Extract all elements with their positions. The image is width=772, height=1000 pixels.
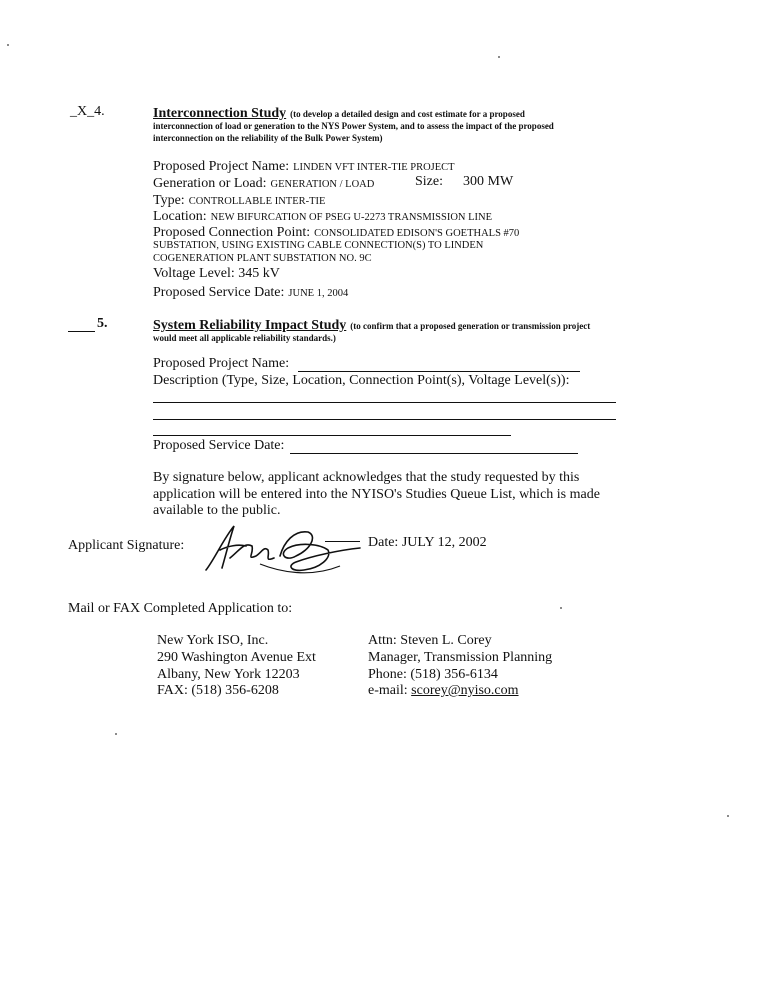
item4-connection-label: Proposed Connection Point: [153, 225, 311, 240]
signature-date: Date: JULY 12, 2002 [368, 535, 487, 550]
item4-size-label: Size: [415, 174, 443, 189]
item5-desc-line1: (to confirm that a proposed generation or transmission project [350, 321, 591, 331]
scan-speck [7, 44, 9, 46]
item4-connection-value-line3: COGENERATION PLANT SUBSTATION NO. 9C [153, 253, 372, 264]
item4-type-value: CONTROLLABLE INTER-TIE [188, 196, 326, 207]
ack-line2: application will be entered into the NYISO's Studies Queue List, which is made [153, 487, 600, 502]
item4-project-value: LINDEN VFT INTER-TIE PROJECT [293, 162, 455, 173]
item5-project-label: Proposed Project Name: [153, 356, 290, 371]
item4-project-label: Proposed Project Name: [153, 159, 290, 174]
item4-title: Interconnection Study [153, 106, 287, 121]
item4-connection-row [153, 223, 519, 241]
item5-description-field-2[interactable] [153, 419, 616, 420]
attn-phone: Phone: (518) 356-6134 [368, 667, 498, 682]
scan-speck [727, 815, 729, 817]
scan-speck [115, 733, 117, 735]
email-label: e-mail: [368, 683, 412, 698]
address-line-3: Albany, New York 12203 [157, 667, 300, 682]
scan-speck [498, 56, 500, 58]
item4-desc-line3: interconnection on the reliability of the Bulk Power System) [153, 133, 383, 143]
item5-service-field[interactable] [290, 453, 578, 454]
item5-service-label: Proposed Service Date: [153, 438, 285, 453]
item4-location-value: NEW BIFURCATION OF PSEG U-2273 TRANSMISSION LINE [210, 212, 493, 223]
item4-location-label: Location: [153, 209, 207, 224]
item4-connection-value-line2: SUBSTATION, USING EXISTING CABLE CONNECTION(S) TO LINDEN [153, 240, 484, 251]
item4-type-label: Type: [153, 193, 185, 208]
ack-line3: available to the public. [153, 503, 281, 518]
item5-description-field-3[interactable] [153, 435, 511, 436]
item5-title: System Reliability Impact Study [153, 318, 347, 333]
signature-line [325, 541, 360, 542]
item5-project-field[interactable] [298, 371, 580, 372]
attn-email-row [368, 683, 519, 699]
address-line-2: 290 Washington Avenue Ext [157, 650, 316, 665]
item4-desc-line2: interconnection of load or generation to the NYS Power System, and to assess the impact of the proposed [153, 121, 554, 131]
signature-label: Applicant Signature: [68, 538, 185, 553]
handwritten-signature [200, 520, 365, 580]
address-line-1: New York ISO, Inc. [157, 633, 269, 648]
attn-line: Attn: Steven L. Corey [368, 633, 492, 648]
item4-connection-value-line1: CONSOLIDATED EDISON'S GOETHALS #70 [314, 228, 520, 239]
item5-blank-line [68, 331, 95, 332]
item5-marker: 5. [97, 316, 108, 331]
item4-gen-label: Generation or Load: [153, 176, 267, 191]
item4-marker: _X_4. [70, 104, 105, 119]
item4-size-value: 300 MW [463, 174, 514, 189]
item4-heading [153, 104, 525, 122]
item4-voltage: Voltage Level: 345 kV [153, 266, 280, 281]
scan-speck [560, 607, 562, 609]
item4-gen-row [153, 174, 374, 192]
item5-heading [153, 316, 590, 334]
item4-service-value: JUNE 1, 2004 [288, 288, 349, 299]
item5-desc-line2: would meet all applicable reliability standards.) [153, 333, 336, 343]
item4-service-row [153, 283, 348, 301]
attn-title: Manager, Transmission Planning [368, 650, 553, 665]
ack-line1: By signature below, applicant acknowledges that the study requested by this [153, 470, 580, 485]
item5-description-label: Description (Type, Size, Location, Connection Point(s), Voltage Level(s)): [153, 373, 570, 388]
email-link[interactable]: scorey@nyiso.com [411, 683, 519, 698]
item4-service-label: Proposed Service Date: [153, 285, 285, 300]
mail-heading: Mail or FAX Completed Application to: [68, 601, 293, 616]
item4-project-row [153, 157, 455, 175]
item4-gen-value: GENERATION / LOAD [270, 179, 375, 190]
item5-description-field-1[interactable] [153, 402, 616, 403]
item4-desc-line1: (to develop a detailed design and cost estimate for a proposed [290, 109, 525, 119]
address-fax: FAX: (518) 356-6208 [157, 683, 279, 698]
